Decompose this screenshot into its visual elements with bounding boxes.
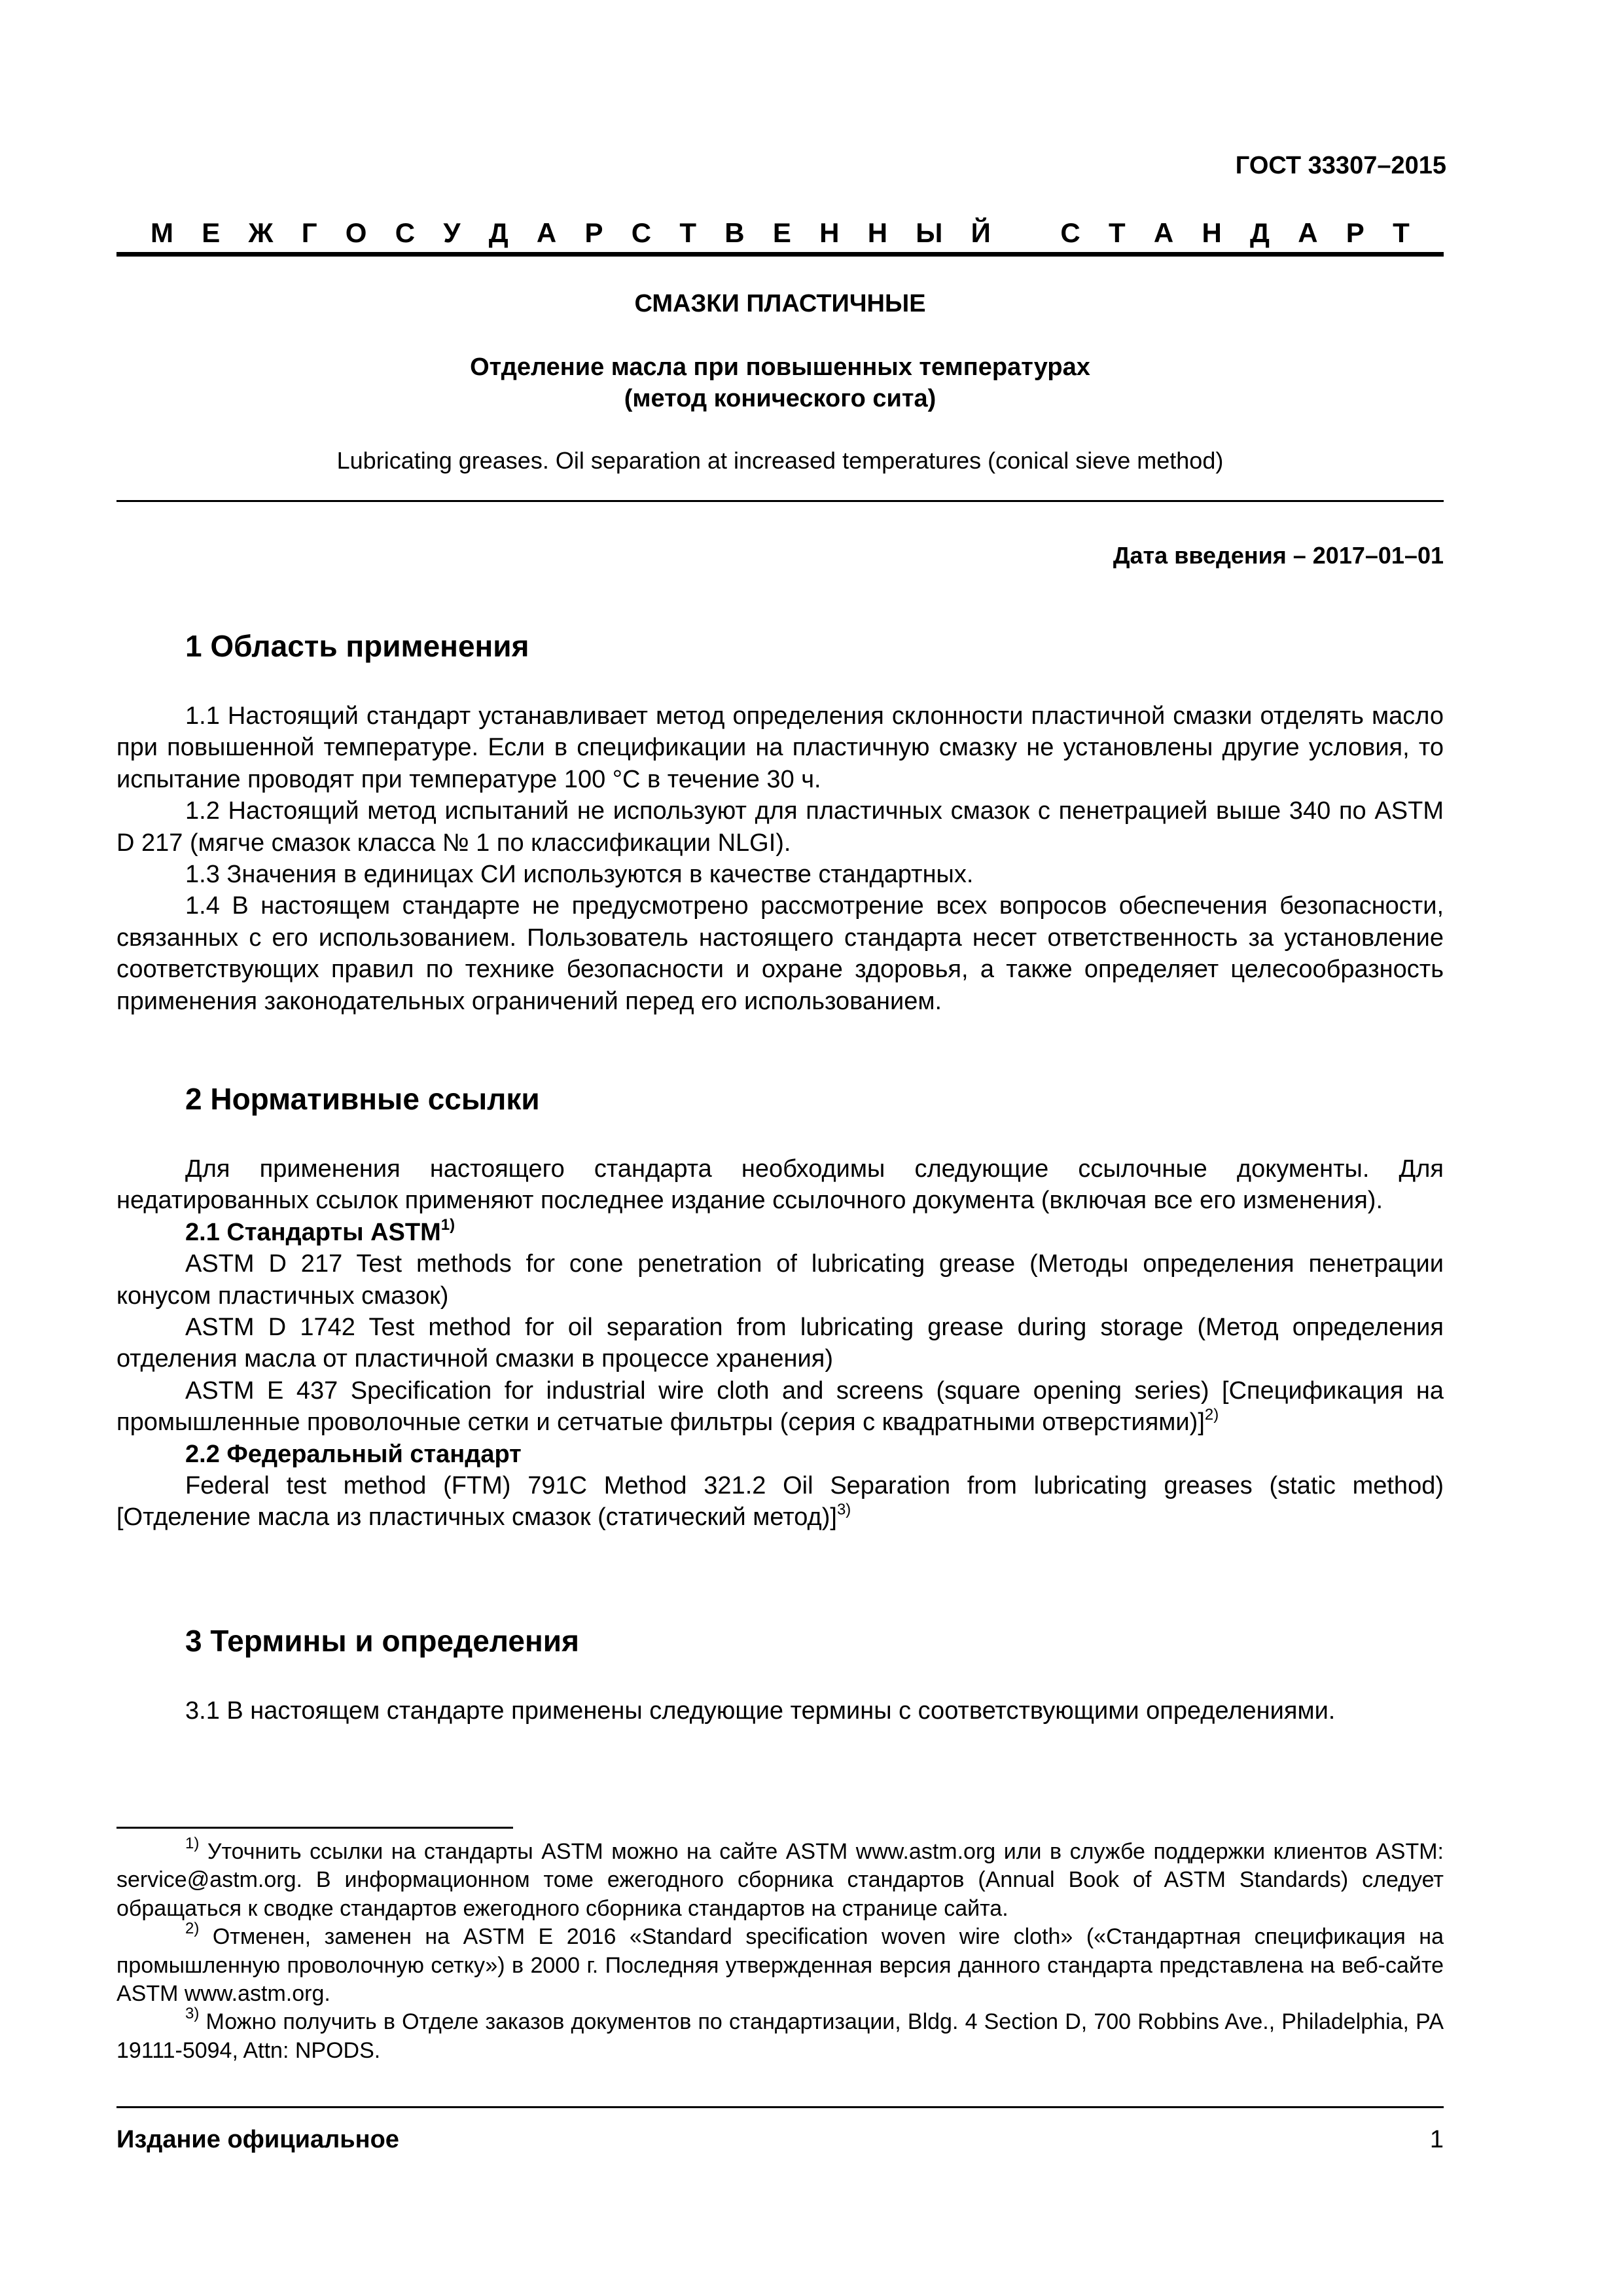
- footnote-3-mark: 3): [185, 2005, 200, 2023]
- reference-astm-e437-text: ASTM E 437 Specification for industrial wire cloth and screens (square opening series) [Спецификация на промышленные проволочные сетки и сетчатые фильтры (серия с квадратными отверстиями)]: [116, 1376, 1444, 1437]
- title-bottom-rule: [116, 500, 1444, 502]
- introduction-date: Дата введения – 2017–01–01: [1113, 542, 1444, 569]
- banner-letter: О: [345, 217, 367, 248]
- banner-letter: Й: [971, 217, 991, 248]
- standard-code: ГОСТ 33307–2015: [1235, 152, 1446, 179]
- footnote-ref-1: 1): [440, 1215, 455, 1234]
- section-2-intro: Для применения настоящего стандарта необходимы следующие ссылочные документы. Для недатированных ссылок применяют последнее издание ссылочного документа (включая все его изменения).: [116, 1155, 1444, 1215]
- paragraph-3-1: 3.1 В настоящем стандарте применены следующие термины с соответствующими определениями.: [185, 1697, 1336, 1725]
- document-title: СМАЗКИ ПЛАСТИЧНЫЕ: [634, 290, 926, 317]
- banner-letter: А: [536, 217, 557, 248]
- banner-letter: А: [1153, 217, 1174, 248]
- banner-letter: Е: [202, 217, 221, 248]
- banner-letter: С: [395, 217, 416, 248]
- reference-astm-e437: [116, 1375, 1444, 1439]
- document-subtitle: [116, 351, 1444, 414]
- page-number: 1: [1429, 2126, 1444, 2153]
- banner-letter: Т: [1108, 217, 1126, 248]
- banner-letter: Р: [584, 217, 603, 248]
- section-2-body: [116, 1153, 1444, 1534]
- section-2-heading: 2 Нормативные ссылки: [185, 1082, 540, 1116]
- english-title: Lubricating greases. Oil separation at increased temperatures (conical sieve method): [336, 447, 1224, 474]
- banner-letter: М: [151, 217, 173, 248]
- banner-letter: С: [631, 217, 652, 248]
- banner-letter: С: [1060, 217, 1080, 248]
- footnote-separator: [116, 1827, 513, 1829]
- banner-letter: Н: [819, 217, 840, 248]
- subtitle-line-1: Отделение масла при повышенных температурах: [470, 353, 1090, 381]
- banner-letter: Н: [867, 217, 888, 248]
- footnote-1-text: Уточнить ссылки на стандарты ASTM можно на сайте ASTM www.astm.org или в службе поддержки клиентов ASTM: service@astm.org. В информационном томе ежегодного сборника стандартов (Annual Book of ASTM Standards) следует обращаться к сводке стандартов ежегодного сборника стандартов на странице сайта.: [116, 1839, 1444, 1921]
- banner-letter: В: [724, 217, 745, 248]
- banner-gap: [1019, 217, 1032, 249]
- banner-letter: Д: [488, 217, 508, 248]
- footnote-ref-3: 3): [836, 1501, 851, 1519]
- banner-letter: Г: [301, 217, 317, 248]
- interstate-standard-banner: [116, 217, 1444, 249]
- paragraph-1-1: 1.1 Настоящий стандарт устанавливает метод определения склонности пластичной смазки отделять масло при повышенной температуре. Если в спецификации на пластичную смазку не установлены другие условия, то испытание проводят при температуре 100 °С в течение 30 ч.: [116, 702, 1444, 793]
- banner-letter: Т: [1393, 217, 1410, 248]
- paragraph-1-4: 1.4 В настоящем стандарте не предусмотрено рассмотрение всех вопросов обеспечения безопасности, связанных с его использованием. Пользователь настоящего стандарта несет ответственность за установление соответствующих правил по технике безопасности и охране здоровья, а также определяет целесообразность применения законодательных ограничений перед его использованием.: [116, 892, 1444, 1015]
- paragraph-1-2: 1.2 Настоящий метод испытаний не используют для пластичных смазок с пенетрацией выше 340 по ASTM D 217 (мягче смазок класса № 1 по классификации NLGI).: [116, 797, 1444, 857]
- banner-letter: Ы: [916, 217, 943, 248]
- banner-letter: Р: [1346, 217, 1364, 248]
- reference-astm-d217: ASTM D 217 Test methods for cone penetration of lubricating grease (Методы определения пенетрации конусом пластичных смазок): [116, 1250, 1444, 1310]
- subsection-2-2-heading: 2.2 Федеральный стандарт: [185, 1440, 522, 1468]
- footnote-2-mark: 2): [185, 1920, 200, 1938]
- paragraph-1-3: 1.3 Значения в единицах СИ используются в качестве стандартных.: [185, 861, 974, 889]
- banner-letter: Е: [772, 217, 791, 248]
- section-3-body: [116, 1695, 1444, 1727]
- banner-letter: Н: [1202, 217, 1222, 248]
- banner-letter: Ж: [248, 217, 274, 248]
- header-thick-rule: [116, 252, 1444, 257]
- footnote-3-text: Можно получить в Отделе заказов документов по стандартизации, Bldg. 4 Section D, 700 Robbins Ave., Philadelphia, PA 19111-5094, Attn: NPODS.: [116, 2009, 1444, 2063]
- banner-letter: У: [443, 217, 461, 248]
- reference-ftm-791c: [116, 1470, 1444, 1534]
- section-1-body: [116, 700, 1444, 1017]
- subsection-2-1-title: 2.1 Стандарты ASTM: [185, 1218, 441, 1246]
- reference-ftm-791c-text: Federal test method (FTM) 791C Method 321.2 Oil Separation from lubricating greases (static method) [Отделение масла из пластичных смазок (статический метод)]: [116, 1472, 1444, 1532]
- official-edition-label: Издание официальное: [116, 2126, 399, 2153]
- subtitle-line-2: (метод конического сита): [624, 385, 936, 412]
- section-1-heading: 1 Область применения: [185, 629, 529, 663]
- footnote-1: [116, 1835, 1444, 1923]
- banner-letter: Д: [1250, 217, 1270, 248]
- subsection-2-1-heading: [116, 1217, 1444, 1248]
- reference-astm-d1742: ASTM D 1742 Test method for oil separation from lubricating grease during storage (Метод определения отделения масла от пластичной смазки в процессе хранения): [116, 1314, 1444, 1373]
- footnote-2-text: Отменен, заменен на ASTM E 2016 «Standard specification woven wire cloth» («Стандартная спецификация на промышленную проволочную сетку») в 2000 г. Последняя утвержденная версия данного стандарта представлена на веб-сайте ASTM www.astm.org.: [116, 1924, 1444, 2007]
- footnote-1-mark: 1): [185, 1835, 200, 1852]
- footnote-ref-2: 2): [1204, 1406, 1219, 1424]
- banner-letter: Т: [679, 217, 696, 248]
- banner-letter: А: [1298, 217, 1318, 248]
- footnote-3: [116, 2005, 1444, 2065]
- footnote-2: [116, 1920, 1444, 2008]
- footnotes: [116, 1835, 1444, 2065]
- section-3-heading: 3 Термины и определения: [185, 1624, 579, 1658]
- footer-rule: [116, 2106, 1444, 2108]
